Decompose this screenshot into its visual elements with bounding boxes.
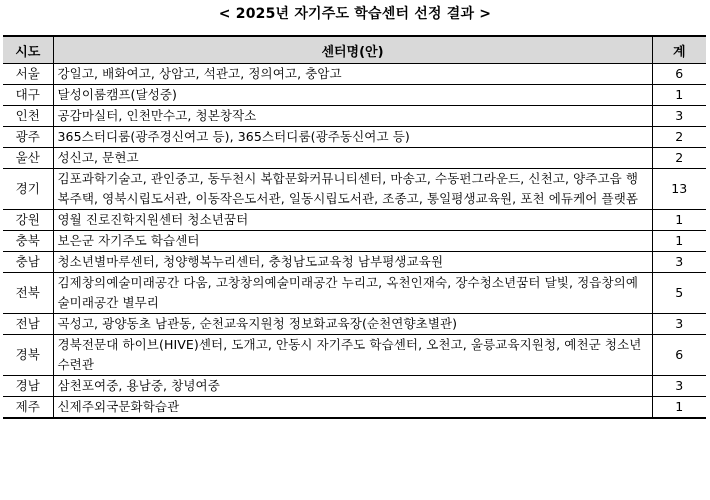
table-header-row [3,36,706,64]
total-cell: 3 [652,314,706,335]
table-row [3,314,706,335]
table-row [3,335,706,376]
total-cell: 13 [652,169,706,210]
total-cell: 1 [652,397,706,419]
centers-cell: 곡성고, 광양동초 남관동, 순천교육지원청 정보화교육장(순천연향초별관) [53,314,652,335]
total-cell: 5 [652,273,706,314]
table-row [3,127,706,148]
region-cell: 제주 [3,397,53,419]
centers-cell: 공감마실터, 인천만수고, 청본창작소 [53,106,652,127]
region-cell: 경기 [3,169,53,210]
table-row [3,148,706,169]
table-row [3,397,706,419]
table-row [3,210,706,231]
table-row [3,376,706,397]
header-total: 계 [652,36,706,64]
region-cell: 서울 [3,64,53,85]
centers-cell: 청소년별마루센터, 청양행복누리센터, 충청남도교육청 남부평생교육원 [53,252,652,273]
table-row [3,169,706,210]
total-cell: 1 [652,85,706,106]
total-cell: 3 [652,376,706,397]
region-cell: 전남 [3,314,53,335]
table-row [3,252,706,273]
centers-cell: 달성이룸캠프(달성중) [53,85,652,106]
centers-cell: 김제창의예술미래공간 다움, 고창창의예술미래공간 누리고, 옥천인재숙, 장수청소년꿈터 달빛, 정읍창의예술미래공간 별무리 [53,273,652,314]
region-cell: 울산 [3,148,53,169]
centers-cell: 보은군 자기주도 학습센터 [53,231,652,252]
centers-cell: 영월 진로진학지원센터 청소년꿈터 [53,210,652,231]
table-row [3,64,706,85]
total-cell: 2 [652,148,706,169]
region-cell: 경남 [3,376,53,397]
centers-cell: 경북전문대 하이브(HIVE)센터, 도개고, 안동시 자기주도 학습센터, 오천고, 울릉교육지원청, 예천군 청소년수련관 [53,335,652,376]
region-cell: 대구 [3,85,53,106]
region-cell: 충남 [3,252,53,273]
centers-cell: 삼천포여중, 용남중, 창녕여중 [53,376,652,397]
table-row [3,231,706,252]
selection-result-table [3,35,706,419]
region-cell: 경북 [3,335,53,376]
region-cell: 광주 [3,127,53,148]
total-cell: 3 [652,252,706,273]
centers-cell: 김포과학기술고, 관인중고, 동두천시 복합문화커뮤니티센터, 마송고, 수동펀그라운드, 신천고, 양주고읍 행복주택, 영북시립도서관, 이동작은도서관, 일동시립도서관, 조종고, 통일평생교육원, 포천 에듀케어 플랫폼 [53,169,652,210]
region-cell: 충북 [3,231,53,252]
region-cell: 전북 [3,273,53,314]
total-cell: 6 [652,64,706,85]
table-row [3,85,706,106]
total-cell: 1 [652,231,706,252]
table-row [3,273,706,314]
header-centers: 센터명(안) [53,36,652,64]
total-cell: 2 [652,127,706,148]
total-cell: 3 [652,106,706,127]
centers-cell: 신제주외국문화학습관 [53,397,652,419]
centers-cell: 강일고, 배화여고, 상암고, 석관고, 정의여고, 충암고 [53,64,652,85]
region-cell: 강원 [3,210,53,231]
document-title: < 2025년 자기주도 학습센터 선정 결과 > [218,6,492,22]
header-region: 시도 [3,36,53,64]
centers-cell: 365스터디룸(광주경신여고 등), 365스터디룸(광주동신여고 등) [53,127,652,148]
region-cell: 인천 [3,106,53,127]
total-cell: 1 [652,210,706,231]
centers-cell: 성신고, 문현고 [53,148,652,169]
total-cell: 6 [652,335,706,376]
table-row [3,106,706,127]
